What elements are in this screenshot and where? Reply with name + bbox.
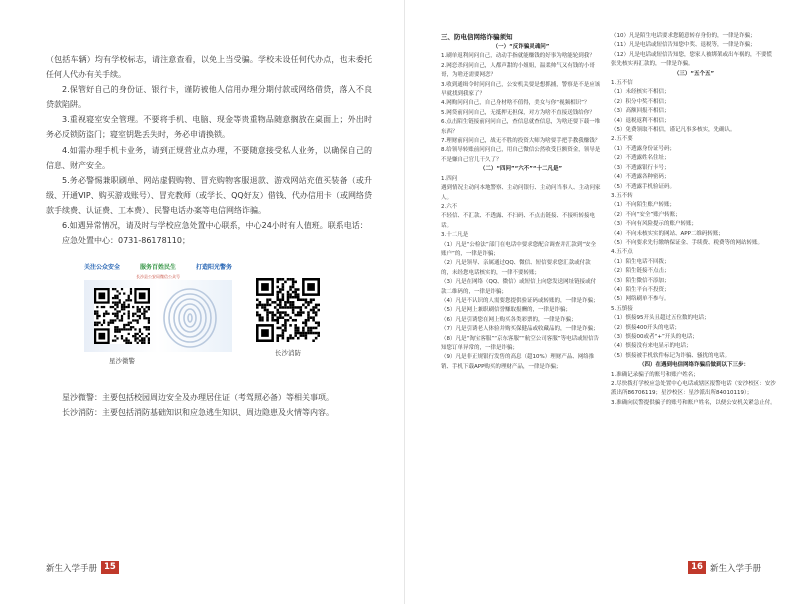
content-line: （2）陌生链接不点击； [611, 268, 670, 275]
content-line: 1.刷单返利问问自己，动动手指就能赚钱的好事为啥能轮到我？ [441, 53, 595, 60]
qr-banner-text-2: 服务百姓民生 [139, 264, 176, 271]
content-line: （1）凡是“公检法”部门在电话中要求您配合调查并汇款到“安全账户”的，一律是诈骗； [441, 241, 597, 257]
left-text-block [46, 52, 372, 248]
note-xingsha: 星沙微警：主要包括校园周边安全及办理居住证（考驾照必备）等相关事项。 [62, 393, 334, 402]
content-line: 2.五不要 [611, 136, 633, 143]
content-line: （5）不向要求先行缴纳保证金、手续费、税费等的网站转账。 [611, 239, 764, 246]
changsha-fire-qr-card [252, 278, 324, 374]
content-line: 3.准确向民警提供骗子的账号和账户姓名，以便公安机关紧急止付。 [611, 399, 776, 406]
subsection-heading: （三）“五个五” [673, 70, 715, 77]
qr-banner [84, 262, 232, 274]
left-footer [46, 561, 119, 574]
content-line: （1）不透露身份证号码； [611, 145, 676, 152]
content-line: 2.六不 [441, 203, 458, 210]
content-line: 1.准确记录骗子的账号和账户姓名； [611, 371, 699, 378]
content-line: （3）高额回报不相信； [611, 108, 670, 115]
content-line: （5）慎接被手机软件标记为诈骗、骚扰的电话。 [611, 352, 731, 359]
changsha-fire-qr-code [256, 278, 320, 342]
content-line: （2）不透露姓名住址； [611, 155, 670, 162]
content-line: （1）未经核实不相信； [611, 89, 670, 96]
qr-code-area [84, 262, 364, 380]
content-line: （1）慎接95开头且超过五位数的电话； [611, 315, 710, 322]
content-line: 遇到情况主动问本地警察、主动问银行、主动问当事人、主动问家人。 [441, 185, 601, 201]
qr-banner-text-1: 关注公众安全 [84, 264, 121, 271]
content-line: 2.网恋杀问问自己，人都声甜的小姐姐，温柔帅气又有钱的小哥哥，为啥还需要网恋？ [441, 62, 595, 79]
subsection-heading: （二）“四问”“六不”“十二凡是” [479, 166, 563, 173]
paragraph-3: 3.重视寝室安全管理。不要将手机、电脑、现金等贵重物品随意搁放在桌面上；外出时务必反锁防盗门；寝室钥匙丢失时，务必申请换锁。 [46, 115, 372, 140]
paragraph-1: （包括车辆）均有学校标志，请注意查看，以免上当受骗。学校未设任何代办点，也未委托任何人代办有关手续。 [46, 55, 372, 80]
content-line: 1.五不信 [611, 80, 633, 87]
xingsha-police-qr-card [84, 262, 232, 374]
xingsha-weijing-qr-code [94, 288, 150, 344]
content-line: （12）凡是电话或短信告知您，您家人被绑架或出车祸的，不要慌张先核实再汇款的，一律是诈骗。 [611, 51, 773, 68]
content-line: （1）陌生电话不回拨； [611, 258, 670, 265]
content-line: 6.点击陌生链接前问问自己，查信息就查信息，为啥还要下载一堆东西？ [441, 119, 601, 135]
content-line: （8）凡是“淘宝客服”“京东客服”“航空公司客服”等电话或短信告知您订单异常的，一律是诈骗； [441, 335, 600, 351]
content-line: 3.十二凡是 [441, 232, 469, 239]
right-column-1 [441, 32, 601, 372]
content-line: （3）凡是在网络（QQ、微信）或短信上向您发送网址链接或付款二维码的，一律是诈骗； [441, 279, 597, 295]
content-line: 5.网贷前问问自己，无抵押无担保，对方为啥不直接送钱给你？ [441, 109, 595, 116]
content-line: （5）免费领取不相信，谨记凡事多核实，先确认。 [611, 127, 736, 134]
content-line: （4）凡是不认识的人需要您提供验证码或转账的，一律是诈骗； [441, 297, 599, 304]
right-page [404, 0, 800, 604]
content-line: （11）凡是电话或短信告知您中奖、退税等，一律是诈骗； [611, 42, 756, 49]
paragraph-6: 6.如遇异常情况，请及时与学校应急处置中心联系，中心24小时有人值班。联系电话： [62, 221, 368, 231]
page-number: 15 [101, 561, 119, 574]
content-line: （4）不透露各种密码； [611, 174, 670, 181]
fingerprint-icon [160, 284, 220, 348]
content-line: （7）凡是引诱老人体验并购买保健品或收藏品的，一律是诈骗； [441, 326, 599, 333]
qr-banner-text-3: 打造阳光警务 [195, 264, 232, 271]
content-line: （2）慎接400开头的电话； [611, 324, 680, 331]
content-line: （2）积分中奖不相信； [611, 98, 670, 105]
left-notes-block [46, 390, 372, 420]
content-line: （4）慎接没有来电显示的电话； [611, 343, 692, 350]
content-line: （2）凡是领导、亲属通过QQ、微信、短信要求您汇款或付款的，未经您电话核实的，一律不要转账； [441, 260, 591, 276]
qr-banner-subtitle: 长沙县公安局微信公众号 [136, 274, 180, 279]
content-line: 3.五不转 [611, 192, 633, 199]
content-line: （4）不向未核实实的网站、APP二维码转账； [611, 230, 724, 237]
content-line: （10）凡是陌生电话要求您随意转存身份的，一律是诈骗； [611, 33, 756, 39]
content-line: 2.尽快拨打学校应急处置中心电话或辖区报警电话（安沙校区：安沙派出所86706119；星沙校区：星沙派出所84010119）； [611, 381, 776, 397]
content-line: （3）陌生微信不添加； [611, 277, 670, 284]
subsection-heading: （一）“反诈骗灵魂问” [492, 44, 550, 50]
right-column-2 [611, 32, 777, 408]
section-heading: 三、防电信网络诈骗须知 [441, 33, 513, 41]
content-line: 4.网购问问自己，自己身材啥不值得，美女与你“视频相识”？ [441, 100, 590, 107]
footer-title: 新生入学手册 [709, 563, 761, 574]
content-line: （3）不向有风险提示的账户转账； [611, 221, 698, 228]
paragraph-5: 5.务必警惕兼职刷单、网站虚假购物、冒充购物客服退款、游戏网站充值买装备（或升级、开通VIP、购买游戏账号）、冒充教师（或学长、QQ好友）借钱、代办信用卡（或网络贷款手续费、认证费、工本费）、民警电话办案等电信网络诈骗。 [46, 175, 372, 215]
subsection-heading: （四）在遇到电信网络诈骗后做到以下三步： [638, 362, 749, 369]
content-line: 不轻信、不汇款、不透露、不扫码、不点击链接、不接听转接电话。 [441, 213, 596, 229]
content-line: （5）凡是网上兼职刷信誉赚取报酬的，一律是诈骗； [441, 307, 572, 314]
content-line: 3.收到通缉令时问问自己，公安机关要是想抓捕，警察是不是应该早就找到我家了？ [441, 81, 601, 98]
content-line: （4）陌生平台不投资； [611, 286, 670, 293]
content-line: 7.理财前问问自己，战无不胜的投资大师为啥要手把手教我赚钱？ [441, 138, 601, 145]
content-line: （5）网络刷单不参与。 [611, 296, 670, 303]
content-line: （5）不透露手机验证码。 [611, 183, 676, 190]
content-line: 5.五慎接 [611, 305, 633, 312]
content-line: （1）不向陌生账户转账； [611, 202, 676, 209]
paragraph-4: 4.如需办理手机卡业务，请到正规营业点办理，不要随意接受私人业务，以确保自己的信息、财产安全。 [46, 145, 372, 170]
content-line: （3）慎接00或者“+”开头的电话； [611, 334, 698, 340]
content-line: （4）退税返利不相信； [611, 117, 670, 124]
right-footer [688, 561, 761, 574]
footer-title: 新生入学手册 [46, 563, 98, 574]
paragraph-2: 2.保管好自己的身份证、银行卡，谨防被他人信用办理分期付款或网络借贷，落入不良贷款陷阱。 [46, 85, 372, 110]
content-line: （6）凡是引诱您在网上购买各类彩票的，一律是诈骗； [441, 316, 577, 323]
qr-caption-xingsha: 星沙微警 [109, 357, 135, 365]
content-line: （2）不向“安全”账户转账； [611, 211, 681, 218]
content-line: 8.给领导转账前问问自己，用自己微信公然收受巨额资金，领导是不是嫌自己官儿干久了？ [441, 147, 601, 163]
content-line: 4.五不点 [611, 249, 633, 256]
content-line: （9）凡是非正规银行发售的高息（超10%）理财产品、网络推销、手机下载APP购买的理财产品，一律是诈骗； [441, 354, 595, 370]
note-changsha-fire: 长沙消防：主要包括消防基础知识和应急逃生知识、周边隐患及火情等内容。 [62, 408, 334, 418]
page-number: 16 [688, 561, 706, 574]
content-line: 1.四问 [441, 175, 458, 182]
content-line: （3）不透露银行卡号； [611, 164, 670, 171]
paragraph-7: 应急处置中心：0731-86178110； [62, 236, 190, 246]
qr-caption-changsha-fire: 长沙消防 [275, 349, 301, 357]
